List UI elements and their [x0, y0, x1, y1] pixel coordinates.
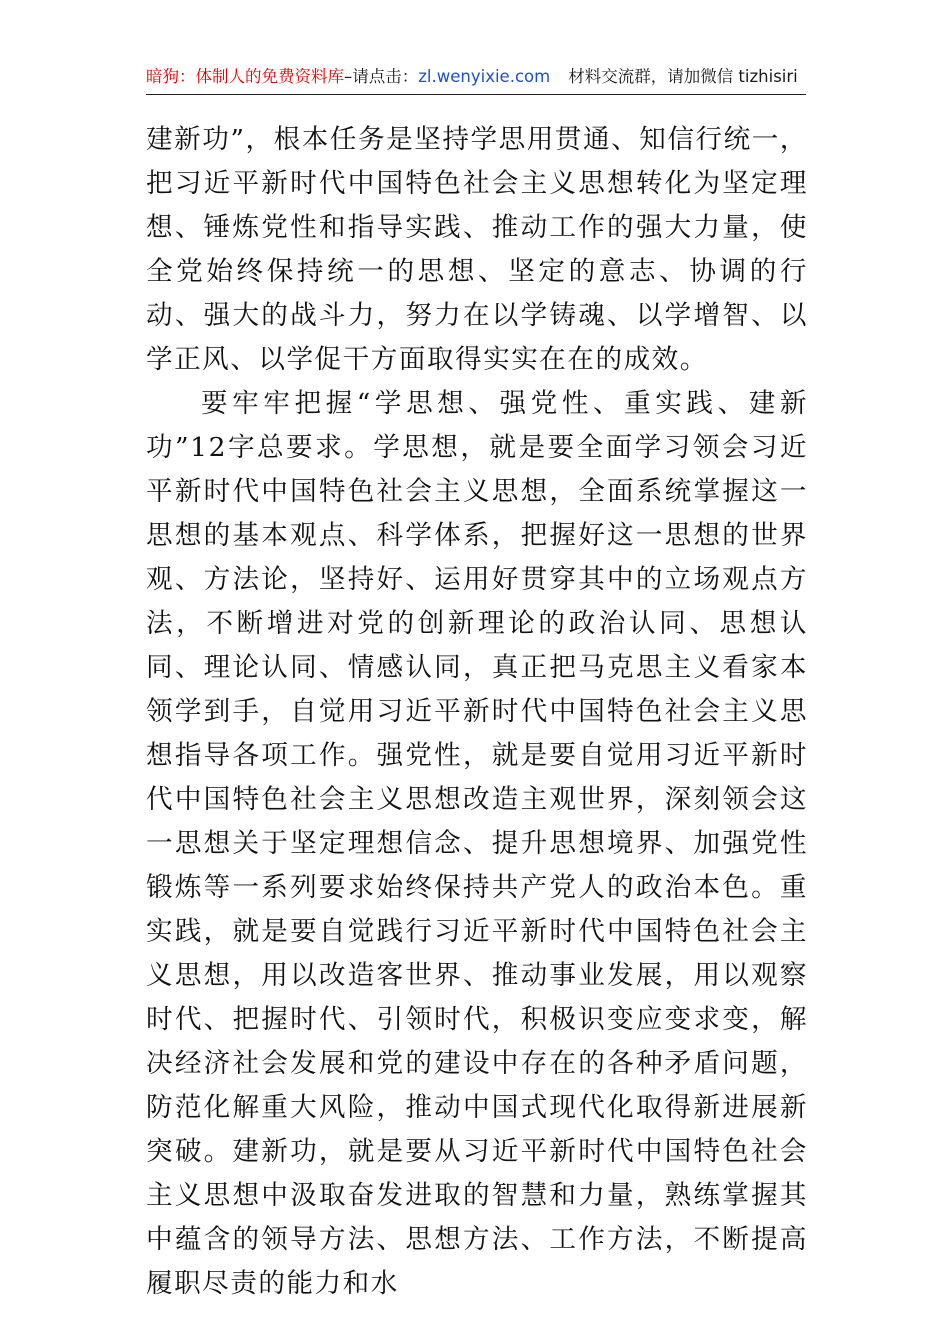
header-url-link[interactable]: zl.wenyixie.com	[418, 67, 551, 86]
header-group-text: 材料交流群，请加微信 tizhisiri	[568, 67, 798, 86]
header-click-prompt: –请点击：	[344, 67, 419, 86]
document-body	[146, 118, 808, 1306]
paragraph-continuation: 建新功”，根本任务是坚持学思用贯通、知信行统一，把习近平新时代中国特色社会主义思想转化为坚定理想、锤炼党性和指导实践、推动工作的强大力量，使全党始终保持统一的思想、坚定的意志、协调的行动、强大的战斗力，努力在以学铸魂、以学增智、以学正风、以学促干方面取得实实在在的成效。	[146, 124, 808, 375]
page-header	[146, 60, 806, 95]
header-site-name: 暗狗：体制人的免费资料库	[146, 67, 344, 86]
paragraph-requirements: 要牢牢把握“学思想、强党性、重实践、建新功”12字总要求。学思想，就是要全面学习领会习近平新时代中国特色社会主义思想，全面系统掌握这一思想的基本观点、科学体系，把握好这一思想的世界观、方法论，坚持好、运用好贯穿其中的立场观点方法，不断增进对党的创新理论的政治认同、思想认同、理论认同、情感认同，真正把马克思主义看家本领学到手，自觉用习近平新时代中国特色社会主义思想指导各项工作。强党性，就是要自觉用习近平新时代中国特色社会主义思想改造主观世界，深刻领会这一思想关于坚定理想信念、提升思想境界、加强党性锻炼等一系列要求始终保持共产党人的政治本色。重实践，就是要自觉践行习近平新时代中国特色社会主义思想，用以改造客世界、推动事业发展，用以观察时代、把握时代、引领时代，积极识变应变求变，解决经济社会发展和党的建设中存在的各种矛盾问题，防范化解重大风险，推动中国式现代化取得新进展新突破。建新功，就是要从习近平新时代中国特色社会主义思想中汲取奋发进取的智慧和力量，熟练掌握其中蕴含的领导方法、思想方法、工作方法，不断提高履职尽责的能力和水	[146, 388, 808, 1299]
